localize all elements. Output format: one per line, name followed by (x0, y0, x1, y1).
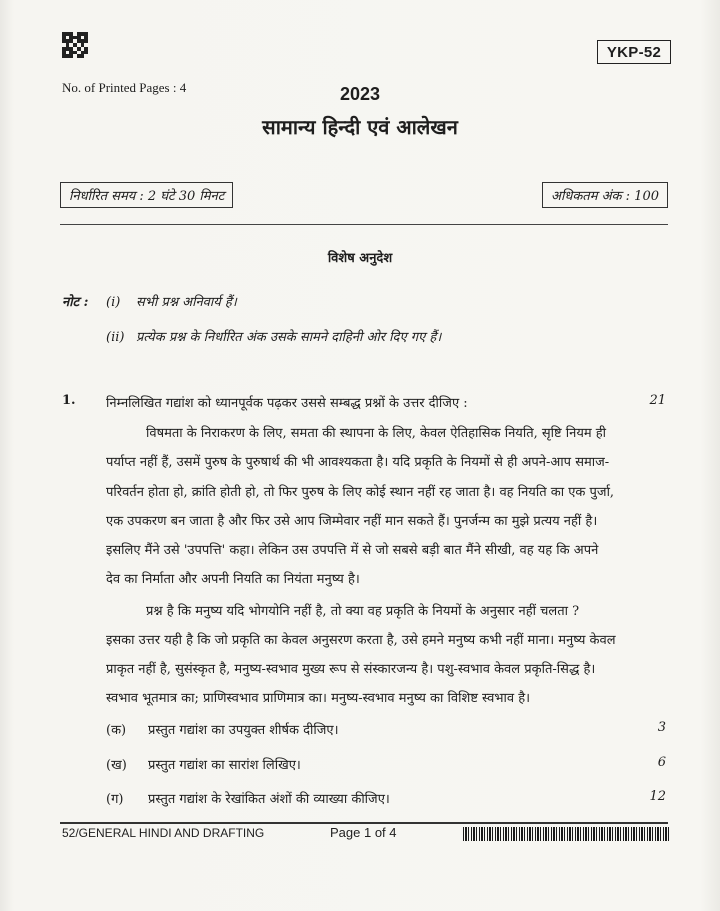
sub-question-marks: 3 (657, 720, 666, 735)
sub-question-marks: 12 (649, 789, 666, 804)
instruction-text: प्रत्येक प्रश्न के निर्धारित अंक उसके सामने दाहिनी ओर दिए गए हैं। (136, 330, 442, 345)
passage-line (106, 540, 668, 558)
passage-line (106, 569, 668, 587)
sub-question-label: (क) (106, 723, 127, 738)
question-number: 1. (62, 393, 76, 408)
sub-question-marks: 6 (657, 755, 666, 770)
question-marks: 21 (649, 393, 666, 408)
sub-question-text: प्रस्तुत गद्यांश का उपयुक्त शीर्षक दीजिए। (148, 723, 339, 738)
divider (60, 224, 668, 225)
passage-line: परिवर्तन होता हो, क्रांति होती हो, तो फिर पुरुष के लिए कोई स्थान नहीं रह जाता है। वह नियति का एक पुर्जा, (106, 485, 615, 500)
footer-divider (60, 822, 668, 824)
underlined-text: देव का निर्माता और अपनी नियति का नियंता मनुष्य है। (106, 572, 360, 587)
underlined-text: पर्याप्त नहीं हैं, उसमें पुरुष के पुरुषार्थ की भी आवश्यकता है (106, 455, 384, 470)
instruction-item (106, 327, 441, 345)
passage-line: प्राकृत नहीं है, सुसंस्कृत है, मनुष्य-स्वभाव मुख्य रूप से संस्कारजन्य है। पशु-स्वभाव केवल प्रकृति-सिद्ध है। (106, 662, 596, 677)
paper-title: सामान्य हिन्दी एवं आलेखन (262, 115, 458, 139)
instruction-item (106, 292, 237, 310)
passage-line (106, 511, 668, 529)
sub-question-text: प्रस्तुत गद्यांश का सारांश लिखिए। (148, 758, 301, 773)
passage-line: स्वभाव भूतमात्र का; प्राणिस्वभाव प्राणिमात्र का। मनुष्य-स्वभाव मनुष्य का विशिष्ट स्वभाव है। (106, 691, 531, 706)
time-allowed: निर्धारित समय : 2 घंटे 30 मिनट (60, 182, 233, 208)
passage-line: इसका उत्तर यही है कि जो प्रकृति का केवल अनुसरण करता है, उसे हमने मनुष्य कभी नहीं माना। मनुष्य केवल (106, 633, 616, 648)
underlined-text: प्रश्न है कि मनुष्य यदि भोगयोनि नहीं है, तो क्या वह प्रकृति के नियमों के अनुसार नहीं चलता ? (146, 604, 580, 619)
printed-pages: No. of Printed Pages : 4 (62, 80, 187, 95)
footer-page-number: Page 1 of 4 (330, 825, 397, 840)
sub-question-text: प्रस्तुत गद्यांश के रेखांकित अंशों की व्याख्या कीजिए। (148, 792, 390, 807)
underlined-text: विषमता के निराकरण के लिए, समता की स्थापना के लिए, केवल ऐतिहासिक नियति, सृष्टि नियम ही (146, 426, 607, 441)
instructions-heading: विशेष अनुदेश (327, 251, 393, 266)
passage-line (106, 601, 668, 619)
paper-code: YKP-52 (597, 40, 671, 64)
passage-text: एक उपकरण बन जाता है और फिर उसे आप जिम्मेवार नहीं मान सकते हैं। (106, 514, 454, 529)
underlined-text: पुनर्जन्म का मुझे प्रत्यय नहीं है। (453, 514, 598, 529)
qr-code-icon (62, 32, 88, 58)
sub-question-label: (ख) (106, 758, 127, 773)
barcode-icon (463, 827, 669, 841)
exam-year: 2023 (339, 84, 381, 104)
instruction-number: (ii) (106, 330, 125, 345)
passage-text: । यदि प्रकृति के नियमों से ही अपने-आप समाज- (383, 455, 610, 470)
underlined-text: इसलिए मैंने उसे 'उपपत्ति' कहा। लेकिन उस उपपत्ति में से जो सबसे बड़ी बात मैंने सीखी, वह यह कि अपने (106, 543, 599, 558)
footer-paper-name: 52/GENERAL HINDI AND DRAFTING (62, 826, 265, 840)
passage-line (106, 423, 668, 441)
note-label: नोट : (62, 295, 89, 310)
instruction-number: (i) (106, 295, 121, 310)
question-text: निम्नलिखित गद्यांश को ध्यानपूर्वक पढ़कर उससे सम्बद्ध प्रश्नों के उत्तर दीजिए : (106, 396, 468, 411)
maximum-marks: अधिकतम अंक : 100 (542, 182, 668, 208)
passage-line (106, 452, 668, 470)
sub-question-label: (ग) (106, 792, 124, 807)
instruction-text: सभी प्रश्न अनिवार्य हैं। (136, 295, 237, 310)
